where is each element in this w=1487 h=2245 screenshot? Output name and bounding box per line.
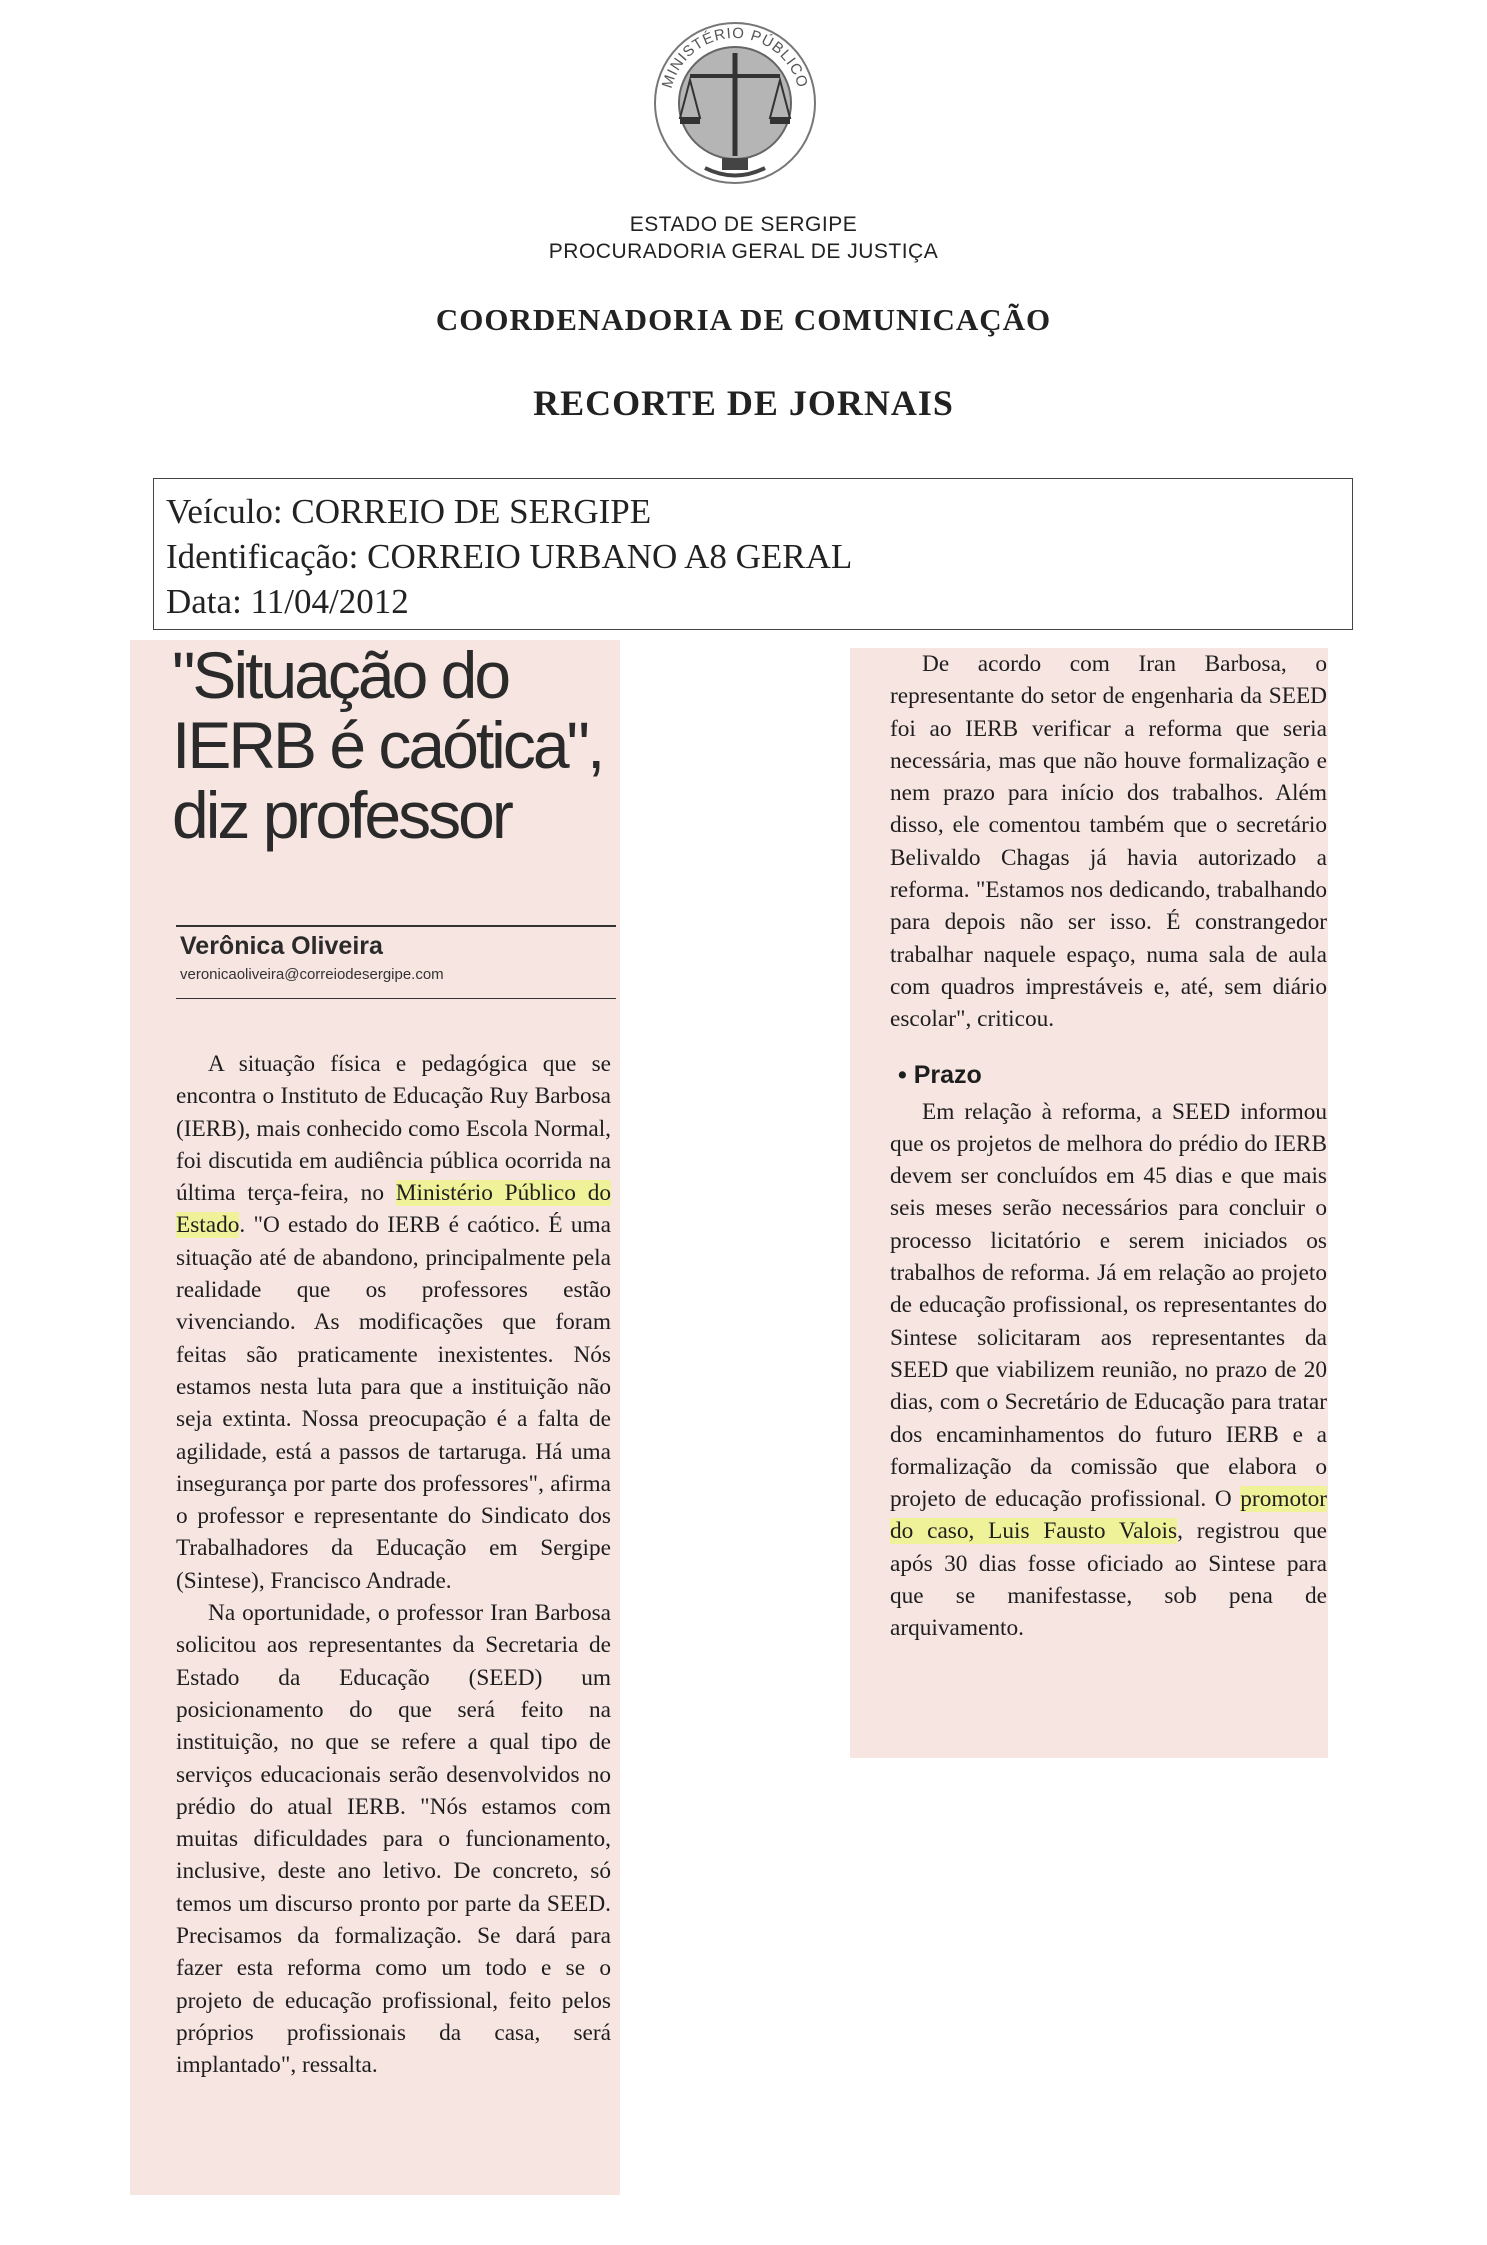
svg-text:MINISTÉRIO PÚBLICO: MINISTÉRIO PÚBLICO [658, 24, 812, 91]
article-body-left [176, 1048, 611, 2082]
paragraph-3: De acordo com Iran Barbosa, o representante do setor de engenharia da SEED foi ao IERB verificar a reforma que seria necessária, mas que não houve formalização e nem prazo para início dos trabalhos. Além disso, ele comentou também que o secretário Belivaldo Chagas já havia autorizado a reforma. "Estamos nos dedicando, trabalhando para depois não ser isso. É constrangedor trabalhar naquele espaço, numa sala de aula com quadros imprestáveis e, até, sem diário escolar", criticou. [890, 651, 1327, 1033]
byline-top-rule [176, 925, 616, 927]
office-name: PROCURADORIA GERAL DE JUSTIÇA [548, 240, 939, 263]
highlighted-promotor: promotor do caso, Luis Fausto Valois [890, 1486, 1327, 1545]
article-body-right [890, 648, 1327, 1645]
scales-of-justice-seal-icon [650, 18, 820, 193]
paragraph-2: Na oportunidade, o professor Iran Barbosa solicitou aos representantes da Secretaria de Estado da Educação (SEED) um posicionamento do que será feito na instituição, no que se refere a qual tipo de serviços educacionais serão desenvolvidos no prédio do atual IERB. "Nós estamos com muitas dificuldades para o funcionamento, inclusive, deste ano letivo. De concreto, só temos um discurso pronto por parte da SEED. Precisamos da formalização. Se dará para fazer esta reforma como um todo e se o projeto de educação profissional, feito pelos próprios profissionais da casa, será implantado", ressalta. [176, 1600, 611, 2079]
date-line: Data: 11/04/2012 [166, 582, 409, 621]
author-email: veronicaoliveira@correiodesergipe.com [180, 966, 444, 983]
identification-line: Identificação: CORREIO URBANO A8 GERAL [166, 537, 853, 576]
paragraph-1: A situação física e pedagógica que se encontra o Instituto de Educação Ruy Barbosa (IERB), mais conhecido como Escola Normal, foi discutida em audiência pública ocorrida na última terça-feira, no Ministério Público do Estado. "O estado do IERB é caótico. É uma situação até de abandono, principalmente pela realidade que os professores estão vivenciando. As modificações que foram feitas são praticamente inexistentes. Nós estamos nesta luta para que a instituição não seja extinta. Nossa preocupação é a falta de agilidade, está a passos de tartaruga. Há uma insegurança por parte dos professores", afirma o professor e representante do Sindicato dos Trabalhadores da Educação em Sergipe (Sintese), Francisco Andrade. [176, 1051, 611, 1594]
ministerio-publico-seal [650, 18, 820, 193]
section-title: RECORTE DE JORNAIS [533, 383, 954, 423]
headline-line-2: IERB é caótica", [172, 708, 603, 782]
subheading-prazo: • Prazo [898, 1060, 982, 1089]
vehicle-line: Veículo: CORREIO DE SERGIPE [166, 492, 652, 531]
state-name: ESTADO DE SERGIPE [629, 213, 858, 236]
paragraph-4: Em relação à reforma, a SEED informou que os projetos de melhora do prédio do IERB devem ser concluídos em 45 dias e que mais seis meses serão necessários para concluir o processo licitatório e serem iniciados os trabalhos de reforma. Já em relação ao projeto de educação profissional, os representantes do Sintese solicitaram aos representantes da SEED que viabilizem reunião, no prazo de 20 dias, com o Secretário de Educação para tratar dos encaminhamentos do futuro IERB e a formalização da comissão que elabora o projeto de educação profissional. O promotor do caso, Luis Fausto Valois, registrou que após 30 dias fosse oficiado ao Sintese para que se manifestasse, sob pena de arquivamento. [890, 1098, 1327, 1642]
article-author: Verônica Oliveira [180, 932, 383, 960]
headline-line-3: diz professor [172, 778, 511, 852]
byline-bottom-rule [176, 998, 616, 999]
clipping-info-box [153, 478, 1353, 630]
headline-line-1: "Situação do [172, 638, 509, 712]
department-title: COORDENADORIA DE COMUNICAÇÃO [435, 302, 1052, 337]
article-headline [172, 640, 612, 850]
highlighted-ministerio-publico: Ministério Público do Estado [176, 1180, 611, 1239]
